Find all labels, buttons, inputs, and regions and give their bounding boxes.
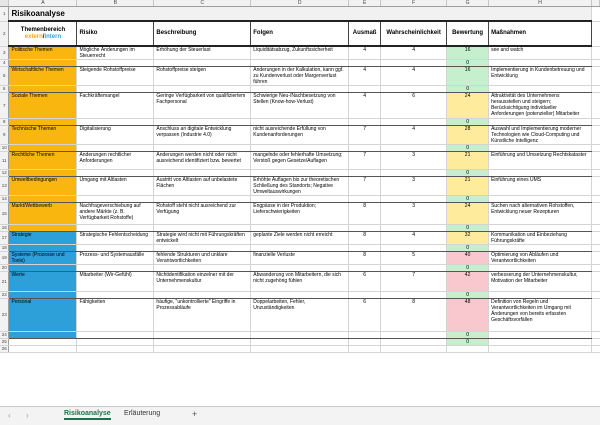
cell-bewertung[interactable]: 32 bbox=[447, 232, 489, 245]
add-sheet-button[interactable]: + bbox=[192, 409, 198, 419]
empty-cell[interactable] bbox=[9, 339, 77, 346]
column-header-f[interactable]: F bbox=[381, 0, 447, 7]
gap-cell bbox=[591, 145, 599, 152]
cell-wahrscheinlichkeit[interactable]: 4 bbox=[381, 67, 447, 86]
row-number[interactable]: 15 bbox=[0, 203, 9, 225]
column-header-c[interactable]: C bbox=[154, 0, 251, 7]
gap-cell bbox=[591, 332, 599, 339]
cell-themenbereich[interactable] bbox=[9, 145, 77, 152]
spacer-row bbox=[0, 196, 600, 203]
risk-row bbox=[0, 232, 600, 245]
cell-ausmass[interactable]: 4 bbox=[349, 46, 381, 60]
cell-ausmass[interactable]: 4 bbox=[349, 93, 381, 119]
cell-beschreibung[interactable]: Nichtidentifikation einzelner mit der Unternehmenskultur bbox=[154, 272, 251, 292]
empty-cell[interactable] bbox=[77, 292, 154, 299]
gap-cell bbox=[591, 21, 599, 46]
row-number[interactable]: 7 bbox=[0, 93, 9, 119]
cell-folgen[interactable]: Änderungen in der Kalkulation, kann ggf. zu Kundenverlust oder Margenverlust führen bbox=[251, 67, 349, 86]
gap-cell bbox=[591, 170, 599, 177]
empty-cell[interactable] bbox=[154, 196, 251, 203]
risk-row bbox=[0, 299, 600, 332]
gap-cell bbox=[591, 196, 599, 203]
empty-cell[interactable] bbox=[77, 245, 154, 252]
spacer-row bbox=[0, 292, 600, 299]
header-folgen[interactable]: Folgen bbox=[251, 21, 349, 46]
cell-bewertung[interactable]: 40 bbox=[447, 252, 489, 265]
cell-massnahmen[interactable]: Optimierung von Abläufen und Verantwortlichkeiten bbox=[489, 252, 592, 265]
cell-themenbereich[interactable]: Soziale Themen bbox=[9, 93, 77, 119]
cell-beschreibung[interactable]: Rohstoff steht nicht ausreichend zur Verfügung bbox=[154, 203, 251, 225]
empty-cell[interactable] bbox=[489, 332, 592, 339]
cell-bewertung-total[interactable]: 0 bbox=[447, 332, 489, 339]
cell-wahrscheinlichkeit[interactable]: 7 bbox=[381, 272, 447, 292]
cell-folgen[interactable]: Erhöhte Auflagen bis zur theoretischen Schließung des Standorts; Negative Umweltauswirkungen bbox=[251, 177, 349, 196]
row-number[interactable]: 4 bbox=[0, 60, 9, 67]
cell-folgen[interactable]: Liquiditätsabzug, Zukunftssicherheit bbox=[251, 46, 349, 60]
cell-themenbereich[interactable] bbox=[9, 245, 77, 252]
empty-cell[interactable] bbox=[349, 196, 381, 203]
chevron-right-icon[interactable]: › bbox=[26, 411, 29, 420]
cell-ausmass[interactable]: 7 bbox=[349, 177, 381, 196]
cell-beschreibung[interactable]: Anschluss an digitale Entwicklung verpassen (Industrie 4.0) bbox=[154, 126, 251, 145]
gap-cell bbox=[591, 86, 599, 93]
gap-cell bbox=[591, 299, 599, 332]
empty-cell[interactable] bbox=[77, 86, 154, 93]
empty-cell[interactable] bbox=[381, 339, 447, 346]
empty-cell[interactable] bbox=[77, 196, 154, 203]
empty-cell[interactable] bbox=[251, 170, 349, 177]
empty-cell[interactable] bbox=[251, 119, 349, 126]
empty-cell[interactable] bbox=[251, 196, 349, 203]
empty-cell[interactable] bbox=[77, 332, 154, 339]
sheet-title[interactable]: Risikoanalyse bbox=[9, 7, 591, 22]
row-number[interactable]: 22 bbox=[0, 292, 9, 299]
empty-cell[interactable] bbox=[381, 196, 447, 203]
empty-cell[interactable] bbox=[77, 265, 154, 272]
cell-themenbereich[interactable] bbox=[9, 225, 77, 232]
gap-cell bbox=[591, 265, 599, 272]
row-number[interactable]: 8 bbox=[0, 119, 9, 126]
cell-massnahmen[interactable]: Einführung eines UMS bbox=[489, 177, 592, 196]
row-number[interactable]: 9 bbox=[0, 126, 9, 145]
cell-massnahmen[interactable]: Einführung und Umsetzung Rechtskataster bbox=[489, 152, 592, 170]
empty-cell[interactable] bbox=[154, 245, 251, 252]
cell-massnahmen[interactable]: Implementierung in Kundenbetreuung und Entwicklung bbox=[489, 67, 592, 86]
empty-cell[interactable] bbox=[251, 346, 349, 353]
empty-cell[interactable] bbox=[154, 332, 251, 339]
cell-ausmass[interactable]: 4 bbox=[349, 67, 381, 86]
cell-bewertung[interactable]: 24 bbox=[447, 203, 489, 225]
cell-risiko[interactable]: Fähigkeiten bbox=[77, 299, 154, 332]
cell-bewertung-total[interactable]: 0 bbox=[447, 245, 489, 252]
empty-cell[interactable] bbox=[77, 346, 154, 353]
cell-wahrscheinlichkeit[interactable]: 6 bbox=[381, 93, 447, 119]
empty-cell[interactable] bbox=[77, 145, 154, 152]
cell-bewertung-total[interactable]: 0 bbox=[447, 292, 489, 299]
row-number[interactable]: 19 bbox=[0, 252, 9, 265]
empty-cell[interactable] bbox=[381, 292, 447, 299]
spacer-row bbox=[0, 86, 600, 93]
cell-risiko[interactable]: Digitalisierung bbox=[77, 126, 154, 145]
empty-cell[interactable] bbox=[381, 145, 447, 152]
cell-bewertung[interactable]: 24 bbox=[447, 93, 489, 119]
cell-risiko[interactable]: Steigende Rohstoffpreise bbox=[77, 67, 154, 86]
cell-bewertung[interactable]: 21 bbox=[447, 152, 489, 170]
cell-folgen[interactable]: Doppelarbeiten, Fehler, Unzuständigkeiten bbox=[251, 299, 349, 332]
row-number[interactable]: 20 bbox=[0, 265, 9, 272]
empty-cell[interactable] bbox=[154, 265, 251, 272]
empty-cell[interactable] bbox=[9, 346, 77, 353]
risk-row bbox=[0, 46, 600, 60]
cell-folgen[interactable]: Abwanderung von Mitarbeitern, die sich nicht zugehörig fühlen bbox=[251, 272, 349, 292]
tab-risikoanalyse[interactable]: Risikoanalyse bbox=[64, 410, 111, 420]
column-header-e[interactable]: E bbox=[349, 0, 381, 7]
cell-bewertung-total[interactable]: 0 bbox=[447, 225, 489, 232]
spacer-row bbox=[0, 332, 600, 339]
empty-cell[interactable] bbox=[77, 225, 154, 232]
gap-cell bbox=[591, 339, 599, 346]
empty-cell[interactable] bbox=[489, 245, 592, 252]
cell-themenbereich[interactable] bbox=[9, 119, 77, 126]
cell-wahrscheinlichkeit[interactable]: 4 bbox=[381, 46, 447, 60]
gap-cell bbox=[591, 7, 599, 22]
cell-themenbereich[interactable] bbox=[9, 60, 77, 67]
cell-wahrscheinlichkeit[interactable]: 3 bbox=[381, 177, 447, 196]
cell-wahrscheinlichkeit[interactable]: 3 bbox=[381, 203, 447, 225]
empty-cell[interactable] bbox=[447, 346, 489, 353]
cell-folgen[interactable]: geplante Ziele werden nicht erreicht bbox=[251, 232, 349, 245]
empty-cell[interactable] bbox=[489, 170, 592, 177]
cell-themenbereich[interactable]: Rechtliche Themen bbox=[9, 152, 77, 170]
cell-beschreibung[interactable]: häufige, "unkontrollierte" Eingriffe in Prozessabläufe bbox=[154, 299, 251, 332]
empty-cell[interactable] bbox=[349, 170, 381, 177]
empty-cell[interactable] bbox=[349, 265, 381, 272]
header-wahrscheinlichkeit[interactable]: Wahrscheinlichkeit bbox=[381, 21, 447, 46]
legend-extern: extern bbox=[24, 33, 43, 40]
empty-cell[interactable] bbox=[381, 346, 447, 353]
row-number[interactable]: 3 bbox=[0, 46, 9, 60]
cell-themenbereich[interactable] bbox=[9, 170, 77, 177]
cell-beschreibung[interactable]: Austritt von Altlasten auf unbelastete Flächen bbox=[154, 177, 251, 196]
cell-themenbereich[interactable] bbox=[9, 332, 77, 339]
empty-cell[interactable] bbox=[251, 332, 349, 339]
row-number[interactable]: 11 bbox=[0, 152, 9, 170]
row-number[interactable]: 14 bbox=[0, 196, 9, 203]
row-number[interactable]: 26 bbox=[0, 346, 9, 353]
empty-cell[interactable] bbox=[381, 170, 447, 177]
cell-bewertung-total[interactable]: 0 bbox=[447, 60, 489, 67]
header-beschreibung[interactable]: Beschreibung bbox=[154, 21, 251, 46]
row-number[interactable]: 24 bbox=[0, 332, 9, 339]
header-bewertung[interactable]: Bewertung bbox=[447, 21, 489, 46]
gap-cell bbox=[591, 46, 599, 60]
empty-cell[interactable] bbox=[349, 339, 381, 346]
spacer-row bbox=[0, 245, 600, 252]
cell-themenbereich[interactable] bbox=[9, 265, 77, 272]
cell-bewertung-total[interactable]: 0 bbox=[447, 265, 489, 272]
empty-cell[interactable] bbox=[489, 225, 592, 232]
empty-cell[interactable] bbox=[154, 119, 251, 126]
cell-bewertung[interactable]: 16 bbox=[447, 46, 489, 60]
empty-cell[interactable] bbox=[154, 170, 251, 177]
cell-risiko[interactable]: Mitarbeiter (Wir-Gefühl) bbox=[77, 272, 154, 292]
empty-cell[interactable] bbox=[77, 119, 154, 126]
risk-row bbox=[0, 93, 600, 119]
empty-cell[interactable] bbox=[251, 245, 349, 252]
empty-cell[interactable] bbox=[489, 196, 592, 203]
empty-cell[interactable] bbox=[381, 225, 447, 232]
cell-bewertung-total[interactable]: 0 bbox=[447, 196, 489, 203]
cell-themenbereich[interactable]: Personal bbox=[9, 299, 77, 332]
cell-themenbereich[interactable] bbox=[9, 196, 77, 203]
cell-massnahmen[interactable]: Auswahl und Implementierung moderner Technologien wie Cloud-Computing und Künstliche Intelligenz bbox=[489, 126, 592, 145]
row-number[interactable]: 10 bbox=[0, 145, 9, 152]
risk-row bbox=[0, 67, 600, 86]
cell-beschreibung[interactable]: Änderungen werden nicht oder nicht ausreichend identifiziert bzw. bewertet bbox=[154, 152, 251, 170]
empty-cell[interactable] bbox=[349, 332, 381, 339]
cell-massnahmen[interactable]: Definition von Regeln und Verantwortlichkeiten im Umgang mit Änderungen von bereits erfassten Geschäftsvorfällen bbox=[489, 299, 592, 332]
empty-row bbox=[0, 346, 600, 353]
cell-massnahmen[interactable]: Kommunikation und Einbeziehung Führungskräfte bbox=[489, 232, 592, 245]
empty-row bbox=[0, 339, 600, 346]
empty-cell[interactable] bbox=[154, 292, 251, 299]
empty-cell[interactable] bbox=[349, 225, 381, 232]
risk-row bbox=[0, 252, 600, 265]
cell-beschreibung[interactable]: Rohstoffpreise steigen bbox=[154, 67, 251, 86]
cell-beschreibung[interactable]: fehlende Strukturen und unklare Verantwortlichkeiten bbox=[154, 252, 251, 265]
cell-bewertung-total[interactable]: 0 bbox=[447, 170, 489, 177]
gap-cell bbox=[591, 126, 599, 145]
empty-cell[interactable] bbox=[489, 265, 592, 272]
empty-cell[interactable] bbox=[349, 145, 381, 152]
gap-cell bbox=[591, 245, 599, 252]
cell-wahrscheinlichkeit[interactable]: 4 bbox=[381, 126, 447, 145]
tab-erlaeuterung[interactable]: Erläuterung bbox=[124, 410, 161, 417]
cell-wahrscheinlichkeit[interactable]: 4 bbox=[381, 232, 447, 245]
header-themenbereich[interactable] bbox=[9, 21, 77, 46]
cell-bewertung[interactable]: 28 bbox=[447, 126, 489, 145]
empty-cell[interactable] bbox=[349, 119, 381, 126]
legend-intern: intern bbox=[44, 33, 62, 40]
empty-cell[interactable] bbox=[349, 60, 381, 67]
cell-massnahmen[interactable]: Attraktivität des Unternehmens herausstellen und steigern; Berücksichtigung individueller Anforderungen (potenzieller) Mitarbeiter bbox=[489, 93, 592, 119]
gap-cell bbox=[591, 67, 599, 86]
cell-risiko[interactable]: Mögliche Änderungen im Steuerrecht bbox=[77, 46, 154, 60]
spacer-row bbox=[0, 225, 600, 232]
cell-beschreibung[interactable]: Erhöhung der Steuerlast bbox=[154, 46, 251, 60]
cell-massnahmen[interactable]: Suchen nach alternativen Rohstoffen, Entwicklung neuer Rezepturen bbox=[489, 203, 592, 225]
cell-ausmass[interactable]: 8 bbox=[349, 232, 381, 245]
cell-themenbereich[interactable]: Technische Themen bbox=[9, 126, 77, 145]
empty-cell[interactable] bbox=[154, 145, 251, 152]
cell-ausmass[interactable]: 8 bbox=[349, 252, 381, 265]
empty-cell[interactable] bbox=[251, 339, 349, 346]
gap-cell bbox=[591, 93, 599, 119]
cell-wahrscheinlichkeit[interactable]: 3 bbox=[381, 152, 447, 170]
empty-cell[interactable] bbox=[251, 265, 349, 272]
cell-themenbereich[interactable]: Strategie bbox=[9, 232, 77, 245]
chevron-left-icon[interactable]: ‹ bbox=[8, 411, 11, 420]
cell-themenbereich[interactable]: Umweltbedingungen bbox=[9, 177, 77, 196]
gap-cell bbox=[591, 272, 599, 292]
column-header-a[interactable]: A bbox=[9, 0, 77, 7]
spacer-row bbox=[0, 145, 600, 152]
column-header-b[interactable]: B bbox=[77, 0, 154, 7]
title-row bbox=[0, 7, 600, 22]
cell-folgen[interactable]: Engpässe in der Produktion; Lieferschwierigkeiten bbox=[251, 203, 349, 225]
cell-folgen[interactable]: finanzielle Verluste bbox=[251, 252, 349, 265]
empty-cell[interactable] bbox=[251, 145, 349, 152]
cell-ausmass[interactable]: 8 bbox=[349, 203, 381, 225]
row-number[interactable]: 18 bbox=[0, 245, 9, 252]
cell-bewertung-total[interactable]: 0 bbox=[447, 339, 489, 346]
cell-bewertung[interactable]: 42 bbox=[447, 272, 489, 292]
row-number[interactable]: 25 bbox=[0, 339, 9, 346]
column-header-d[interactable]: D bbox=[251, 0, 349, 7]
cell-folgen[interactable]: Schwierige Neu-/Nachbesetzung von Stellen (Know-how-Verlust) bbox=[251, 93, 349, 119]
empty-cell[interactable] bbox=[381, 60, 447, 67]
cell-themenbereich[interactable]: Systeme (Prozesse und Tools) bbox=[9, 252, 77, 265]
header-ausmass[interactable]: Ausmaß bbox=[349, 21, 381, 46]
cell-ausmass[interactable]: 6 bbox=[349, 299, 381, 332]
cell-themenbereich[interactable]: Werte bbox=[9, 272, 77, 292]
empty-cell[interactable] bbox=[381, 86, 447, 93]
risk-row bbox=[0, 203, 600, 225]
empty-cell[interactable] bbox=[77, 170, 154, 177]
row-number[interactable]: 1 bbox=[0, 7, 9, 22]
row-number[interactable]: 2 bbox=[0, 21, 9, 46]
empty-cell[interactable] bbox=[154, 346, 251, 353]
risk-row bbox=[0, 152, 600, 170]
empty-cell[interactable] bbox=[489, 119, 592, 126]
cell-risiko[interactable]: Strategische Fehlentscheidung bbox=[77, 232, 154, 245]
empty-cell[interactable] bbox=[154, 339, 251, 346]
spacer-row bbox=[0, 265, 600, 272]
empty-cell[interactable] bbox=[349, 245, 381, 252]
gap-cell bbox=[591, 346, 599, 353]
empty-cell[interactable] bbox=[489, 60, 592, 67]
empty-cell[interactable] bbox=[154, 86, 251, 93]
empty-cell[interactable] bbox=[349, 292, 381, 299]
cell-risiko[interactable]: Nachfrageverschiebung auf andere Märkte (z. B. Verfügbarkeit Rohstoffe) bbox=[77, 203, 154, 225]
empty-cell[interactable] bbox=[349, 86, 381, 93]
cell-folgen[interactable]: mangelnde oder fehlerhafte Umsetzung; Verstoß gegen Gesetze/Auflagen bbox=[251, 152, 349, 170]
empty-cell[interactable] bbox=[349, 346, 381, 353]
gap-cell bbox=[591, 177, 599, 196]
empty-cell[interactable] bbox=[77, 60, 154, 67]
gap-cell bbox=[591, 119, 599, 126]
row-number[interactable]: 17 bbox=[0, 232, 9, 245]
empty-cell[interactable] bbox=[381, 245, 447, 252]
cell-risiko[interactable]: Prozess- und Systemausfälle bbox=[77, 252, 154, 265]
empty-cell[interactable] bbox=[489, 86, 592, 93]
gap-cell bbox=[591, 292, 599, 299]
gap-cell bbox=[591, 232, 599, 245]
row-number[interactable]: 5 bbox=[0, 67, 9, 86]
row-number[interactable]: 16 bbox=[0, 225, 9, 232]
legend-separator: / bbox=[42, 33, 45, 40]
cell-themenbereich[interactable]: Markt/Wettbewerb bbox=[9, 203, 77, 225]
cell-ausmass[interactable]: 7 bbox=[349, 126, 381, 145]
header-massnahmen[interactable]: Maßnahmen bbox=[489, 21, 592, 46]
cell-massnahmen[interactable]: see and watch bbox=[489, 46, 592, 60]
row-number[interactable]: 6 bbox=[0, 86, 9, 93]
cell-bewertung-total[interactable]: 0 bbox=[447, 145, 489, 152]
empty-cell[interactable] bbox=[381, 265, 447, 272]
cell-themenbereich[interactable] bbox=[9, 292, 77, 299]
cell-risiko[interactable]: Fachkräftemangel bbox=[77, 93, 154, 119]
cell-bewertung[interactable]: 21 bbox=[447, 177, 489, 196]
cell-ausmass[interactable]: 7 bbox=[349, 152, 381, 170]
column-header-h[interactable]: H bbox=[489, 0, 592, 7]
cell-folgen[interactable]: nicht ausreichende Erfüllung von Kundenanforderungen bbox=[251, 126, 349, 145]
empty-cell[interactable] bbox=[489, 346, 592, 353]
row-number[interactable]: 13 bbox=[0, 177, 9, 196]
cell-themenbereich[interactable]: Politische Themen bbox=[9, 46, 77, 60]
cell-bewertung-total[interactable]: 0 bbox=[447, 119, 489, 126]
row-number[interactable]: 12 bbox=[0, 170, 9, 177]
cell-wahrscheinlichkeit[interactable]: 8 bbox=[381, 299, 447, 332]
cell-wahrscheinlichkeit[interactable]: 5 bbox=[381, 252, 447, 265]
gap-cell bbox=[591, 60, 599, 67]
row-number[interactable]: 23 bbox=[0, 299, 9, 332]
header-risiko[interactable]: Risiko bbox=[77, 21, 154, 46]
cell-massnahmen[interactable]: verbesserung der Unternehmenskultur, Motivation der Mitarbeiter bbox=[489, 272, 592, 292]
column-header-g[interactable]: G bbox=[447, 0, 489, 7]
empty-cell[interactable] bbox=[154, 225, 251, 232]
empty-cell[interactable] bbox=[381, 332, 447, 339]
header-row bbox=[0, 21, 600, 46]
empty-cell[interactable] bbox=[489, 339, 592, 346]
risk-row bbox=[0, 177, 600, 196]
header-themenbereich-label: Themenbereich bbox=[20, 26, 66, 33]
cell-themenbereich[interactable] bbox=[9, 86, 77, 93]
gap-cell bbox=[591, 152, 599, 170]
cell-risiko[interactable]: Änderungen rechtlicher Anforderungen bbox=[77, 152, 154, 170]
empty-cell[interactable] bbox=[251, 292, 349, 299]
risk-row bbox=[0, 272, 600, 292]
sheet-tab-bar bbox=[0, 406, 600, 425]
cell-themenbereich[interactable]: Wirtschaftliche Themen bbox=[9, 67, 77, 86]
gap-cell bbox=[591, 203, 599, 225]
empty-cell[interactable] bbox=[154, 60, 251, 67]
cell-bewertung[interactable]: 48 bbox=[447, 299, 489, 332]
spacer-row bbox=[0, 60, 600, 67]
empty-cell[interactable] bbox=[77, 339, 154, 346]
empty-cell[interactable] bbox=[251, 86, 349, 93]
cell-beschreibung[interactable]: Strategie wird nicht mit Führungskräften entwickelt bbox=[154, 232, 251, 245]
cell-bewertung[interactable]: 16 bbox=[447, 67, 489, 86]
empty-cell[interactable] bbox=[489, 292, 592, 299]
cell-risiko[interactable]: Umgang mit Altlasten bbox=[77, 177, 154, 196]
spacer-row bbox=[0, 119, 600, 126]
empty-cell[interactable] bbox=[381, 119, 447, 126]
row-number[interactable]: 21 bbox=[0, 272, 9, 292]
empty-cell[interactable] bbox=[251, 60, 349, 67]
gap-cell bbox=[591, 225, 599, 232]
empty-cell[interactable] bbox=[489, 145, 592, 152]
cell-bewertung-total[interactable]: 0 bbox=[447, 86, 489, 93]
cell-beschreibung[interactable]: Geringe Verfügbarkeit von qualifiziertem Fachpersonal bbox=[154, 93, 251, 119]
empty-cell[interactable] bbox=[251, 225, 349, 232]
cell-ausmass[interactable]: 6 bbox=[349, 272, 381, 292]
gap-cell bbox=[591, 252, 599, 265]
risk-row bbox=[0, 126, 600, 145]
spacer-row bbox=[0, 170, 600, 177]
